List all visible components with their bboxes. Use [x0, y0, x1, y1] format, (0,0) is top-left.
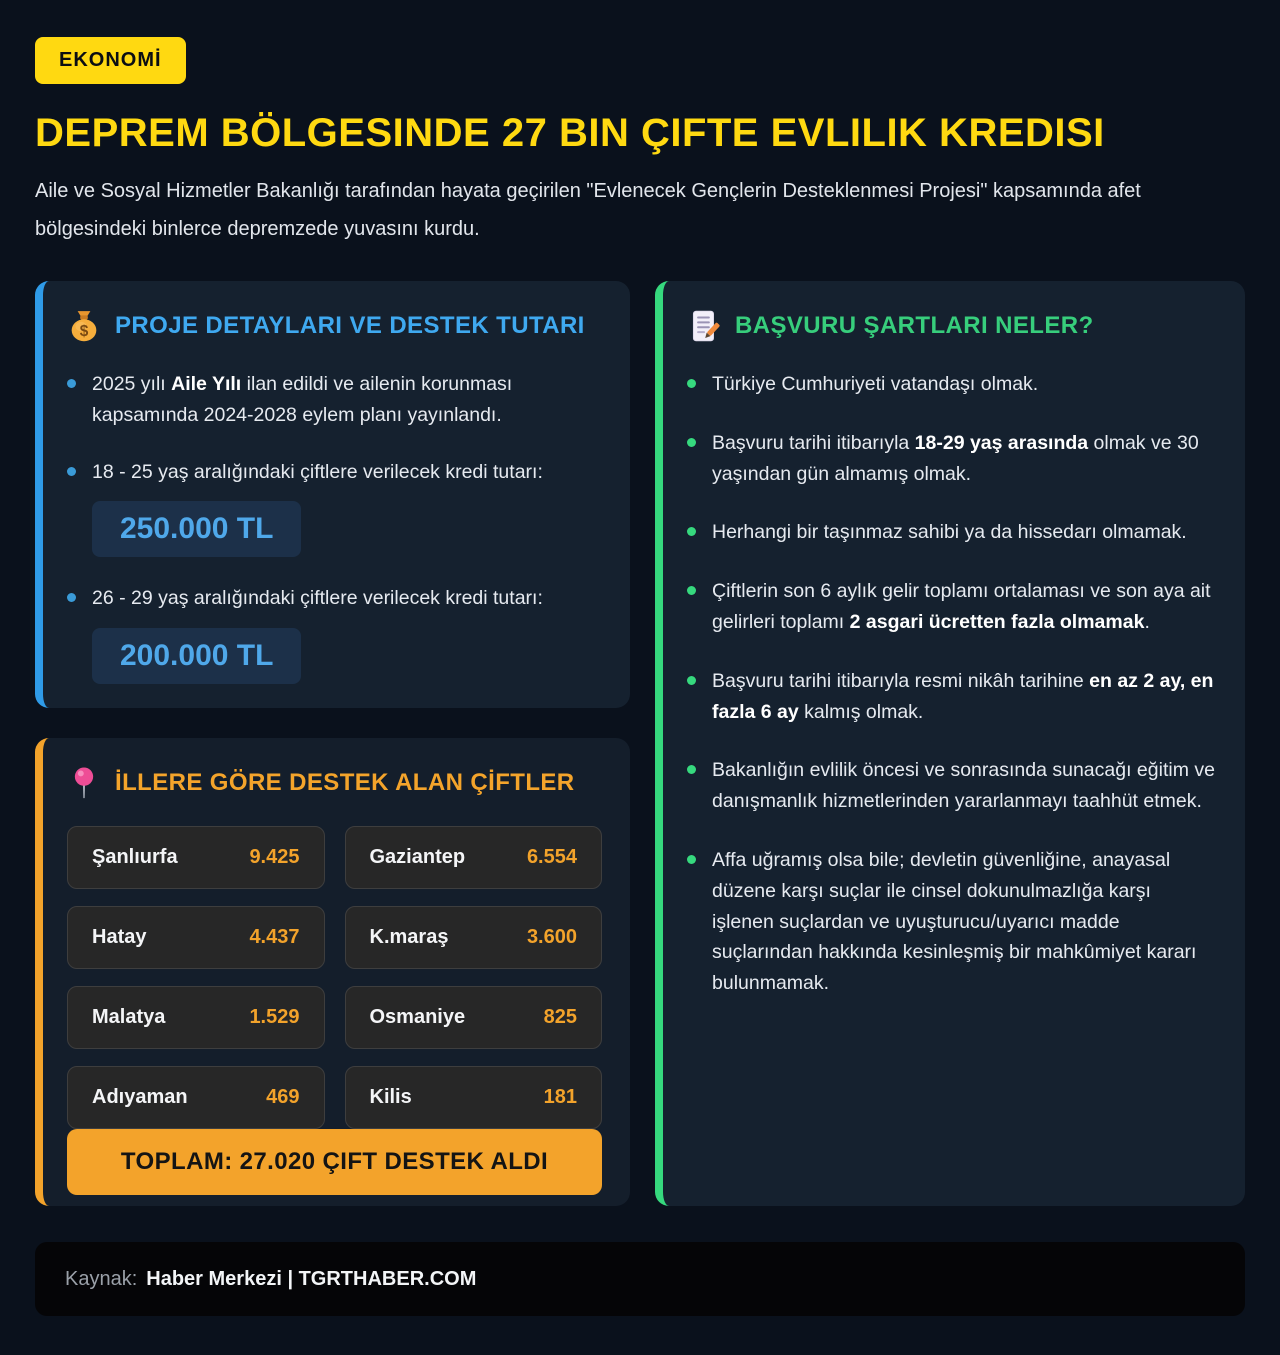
city-name: Şanlıurfa — [92, 846, 178, 869]
city-stat-box — [67, 1066, 325, 1129]
money-bag-icon — [67, 309, 101, 343]
credit-amount-box: 200.000 TL — [92, 628, 301, 684]
city-stat-box — [67, 986, 325, 1049]
requirements-card — [655, 281, 1245, 1206]
requirement-bullet-text: Bakanlığın evlilik öncesi ve sonrasında sunacağı eğitim ve danışmanlık hizmetlerinden yararlanmayı taahhüt etmek. — [712, 759, 1215, 813]
city-name: Malatya — [92, 1006, 166, 1029]
city-value: 4.437 — [249, 926, 300, 949]
requirement-bullet — [687, 845, 1217, 999]
city-name: Adıyaman — [92, 1086, 188, 1109]
city-name: Hatay — [92, 926, 147, 949]
city-value: 6.554 — [526, 846, 577, 869]
bullet-dot-icon — [687, 676, 696, 685]
source-value: Haber Merkezi | TGRTHABER.COM — [146, 1267, 477, 1290]
bullet-dot-icon — [67, 593, 76, 602]
requirement-bullet — [687, 576, 1217, 638]
requirement-bullet-text: Türkiye Cumhuriyeti vatandaşı olmak. — [712, 373, 1039, 395]
city-name: Kilis — [369, 1086, 412, 1109]
project-bullet — [67, 583, 602, 614]
project-item-group — [67, 457, 602, 558]
project-bullet-text: 26 - 29 yaş aralığındaki çiftlere verilecek kredi tutarı: — [92, 587, 543, 610]
project-item-group — [67, 369, 602, 431]
svg-text:$: $ — [79, 322, 89, 340]
source-footer — [35, 1242, 1245, 1316]
cities-card-header — [67, 766, 602, 800]
city-name: K.maraş — [369, 926, 449, 949]
requirement-bullet-text: Affa uğramış olsa bile; devletin güvenliğine, anayasal düzene karşı suçlar ile cinsel dokunulmazlığa karşı işlenen suçlardan ve uyuşturucu/uyarıcı madde suçlarından hakkında kesinleşmiş bir mahkûmiyet kararı bulunmamak. — [712, 848, 1197, 995]
project-bullet — [67, 457, 602, 488]
requirement-bullet — [687, 755, 1217, 817]
requirement-bullet-text: Çiftlerin son 6 aylık gelir toplamı ortalaması ve son aya ait gelirleri toplamı 2 asgari ücretten fazla olmamak. — [712, 580, 1211, 633]
city-value: 181 — [543, 1086, 577, 1109]
requirement-bullet — [687, 428, 1217, 490]
city-stat-box — [345, 906, 603, 969]
source-label: Kaynak: — [65, 1267, 138, 1290]
pushpin-icon — [67, 766, 101, 800]
project-card-title: PROJE DETAYLARI VE DESTEK TUTARI — [115, 312, 585, 339]
bullet-dot-icon — [687, 586, 696, 595]
bullet-dot-icon — [687, 438, 696, 447]
project-bullet-text: 18 - 25 yaş aralığındaki çiftlere verilecek kredi tutarı: — [92, 460, 543, 483]
city-value: 1.529 — [249, 1006, 300, 1029]
requirement-bullet-text: Herhangi bir taşınmaz sahibi ya da hissedarı olmamak. — [712, 521, 1187, 544]
city-stat-box — [345, 826, 603, 889]
city-value: 825 — [543, 1006, 577, 1029]
project-item-group — [67, 583, 602, 684]
project-bullet-text: 2025 yılı Aile Yılı ilan edildi ve ailenin korunması kapsamında 2024-2028 eylem planı yayınlandı. — [92, 373, 513, 426]
page-title: DEPREM BÖLGESINDE 27 BIN ÇIFTE EVLILIK KREDISI — [35, 111, 1105, 155]
project-items — [67, 369, 602, 684]
requirement-bullet — [687, 666, 1217, 728]
city-stat-box — [67, 826, 325, 889]
requirements-card-header — [687, 309, 1217, 343]
bullet-dot-icon — [67, 467, 76, 476]
bullet-dot-icon — [687, 855, 696, 864]
city-name: Osmaniye — [369, 1006, 466, 1029]
city-stat-box — [345, 1066, 603, 1129]
bullet-dot-icon — [67, 379, 76, 388]
city-stat-box — [67, 906, 325, 969]
memo-icon — [687, 309, 721, 343]
content-columns — [35, 281, 1245, 1206]
project-details-card — [35, 281, 630, 708]
requirement-bullet — [687, 517, 1217, 548]
cities-card-title: İLLERE GÖRE DESTEK ALAN ÇİFTLER — [115, 769, 575, 797]
city-stat-box — [345, 986, 603, 1049]
left-column — [35, 281, 630, 1206]
requirement-bullet — [687, 369, 1217, 400]
city-value: 9.425 — [249, 846, 300, 869]
project-bullet — [67, 369, 602, 431]
requirement-bullet-text: Başvuru tarihi itibarıyla 18-29 yaş arasında olmak ve 30 yaşından gün almamış olmak. — [712, 431, 1199, 485]
category-badge: EKONOMİ — [35, 37, 186, 84]
cities-grid — [67, 826, 602, 1129]
requirement-bullet-text: Başvuru tarihi itibarıyla resmi nikâh tarihine en az 2 ay, en fazla 6 ay kalmış olmak. — [712, 669, 1214, 723]
requirements-card-title: BAŞVURU ŞARTLARI NELER? — [735, 312, 1094, 339]
city-value: 469 — [266, 1086, 300, 1109]
credit-amount-box: 250.000 TL — [92, 501, 301, 557]
page-subtitle: Aile ve Sosyal Hizmetler Bakanlığı tarafından hayata geçirilen "Evlenecek Gençlerin Desteklenmesi Projesi" kapsamında afet bölgesindeki binlerce depremzede yuvasını kurdu. — [35, 180, 1141, 240]
city-name: Gaziantep — [369, 846, 466, 869]
bullet-dot-icon — [687, 527, 696, 536]
bullet-dot-icon — [687, 379, 696, 388]
requirements-items — [687, 369, 1217, 999]
cities-card — [35, 738, 630, 1206]
bullet-dot-icon — [687, 765, 696, 774]
city-value: 3.600 — [526, 926, 577, 949]
project-card-header — [67, 309, 602, 343]
total-support-banner: TOPLAM: 27.020 ÇIFT DESTEK ALDI — [67, 1129, 602, 1195]
